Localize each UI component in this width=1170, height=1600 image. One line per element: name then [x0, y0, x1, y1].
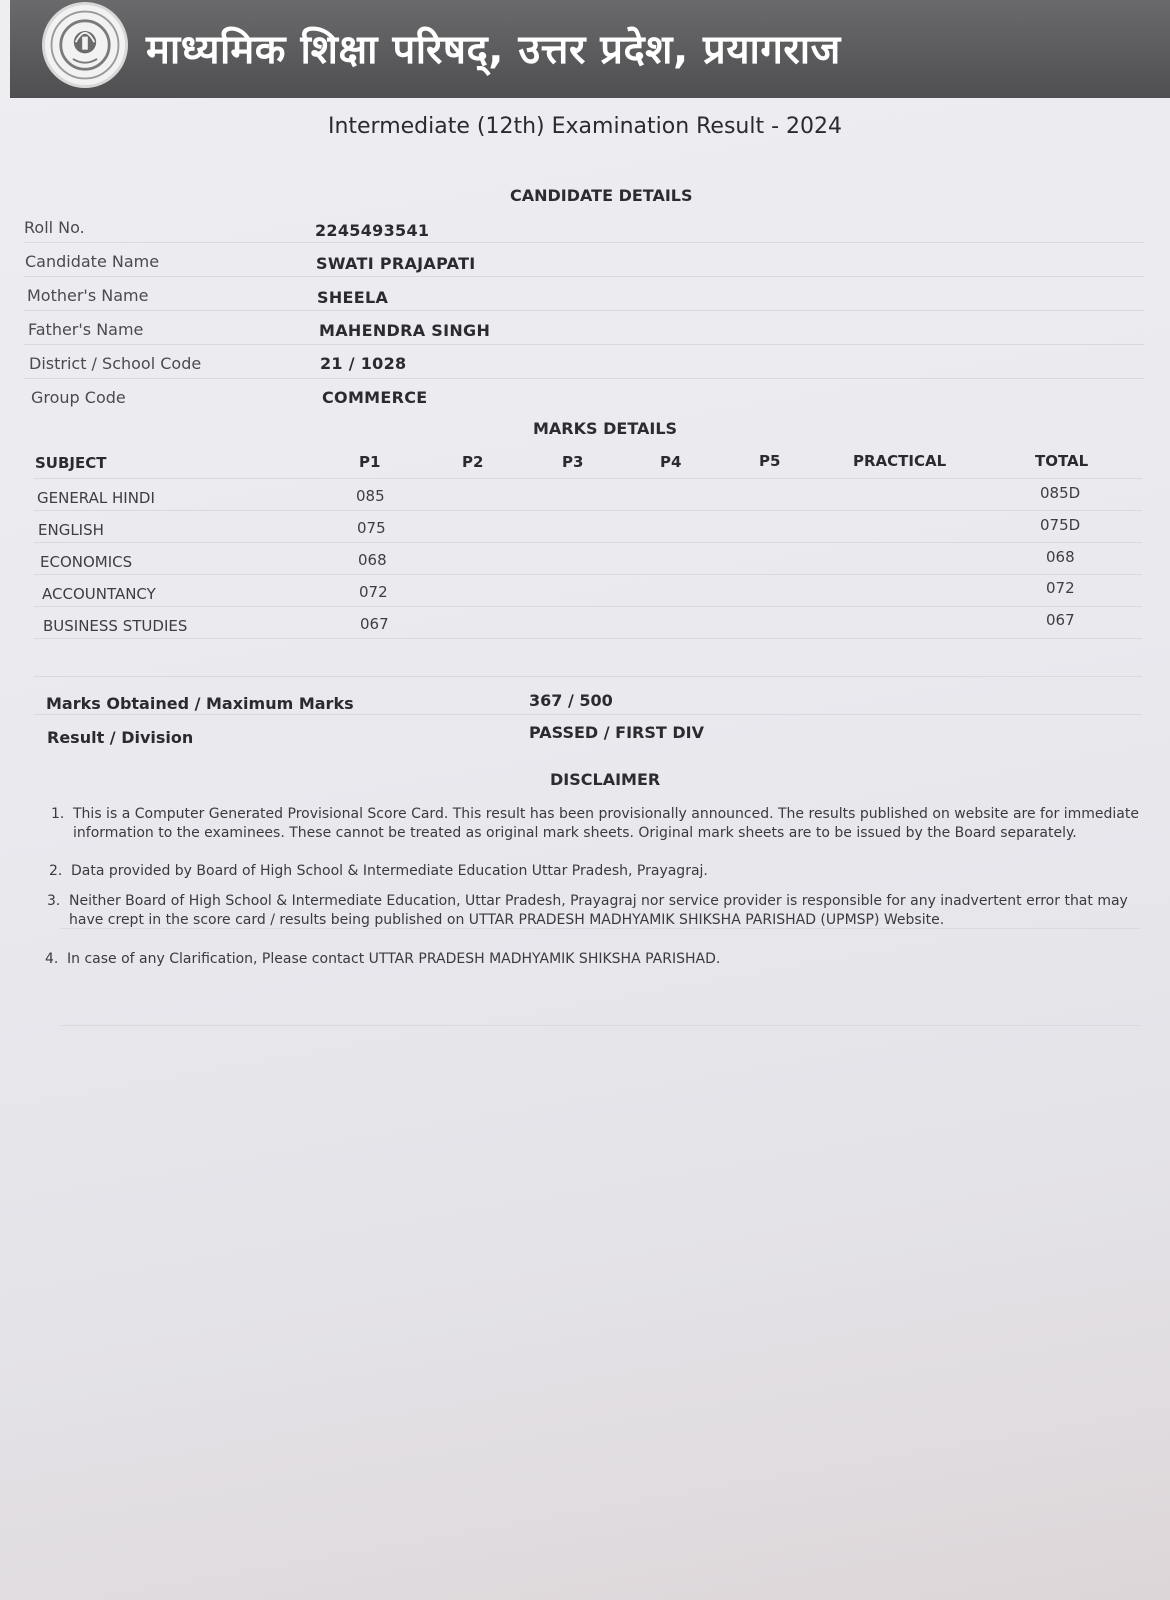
row-divider — [24, 242, 1144, 243]
roll-no-value: 2245493541 — [315, 221, 430, 240]
district-school-code-value: 21 / 1028 — [320, 354, 407, 373]
candidate-details-heading: CANDIDATE DETAILS — [510, 186, 693, 205]
total-mark: 072 — [1046, 579, 1075, 597]
father-name-value: MAHENDRA SINGH — [319, 321, 491, 340]
row-divider — [24, 344, 1144, 345]
row-divider — [34, 606, 1142, 607]
roll-no-label: Roll No. — [24, 218, 85, 237]
row-divider — [34, 478, 1142, 479]
row-divider — [24, 310, 1144, 311]
board-title: माध्यमिक शिक्षा परिषद्, उत्तर प्रदेश, प्रयागराज — [146, 27, 841, 73]
disclaimer-text: Neither Board of High School & Intermediate Education, Uttar Pradesh, Prayagraj nor service provider is responsible for any inadvertent error that may have crept in the score card / results being published on UTTAR PRADESH MADHYAMIK SHIKSHA PARISHAD (UPMSP) Website. — [69, 893, 1128, 928]
row-divider — [34, 574, 1142, 575]
disclaimer-text: Data provided by Board of High School & Intermediate Education Uttar Pradesh, Prayagraj. — [71, 863, 708, 879]
subject-name: ENGLISH — [38, 521, 104, 539]
father-name-label: Father's Name — [28, 320, 144, 339]
p1-mark: 075 — [357, 519, 386, 537]
disclaimer-text: In case of any Clarification, Please contact UTTAR PRADESH MADHYAMIK SHIKSHA PARISHAD. — [67, 951, 721, 967]
total-mark: 075D — [1040, 516, 1081, 534]
row-divider — [60, 1025, 1140, 1026]
row-divider — [34, 676, 1142, 677]
disclaimer-heading: DISCLAIMER — [550, 770, 661, 789]
col-header-total: TOTAL — [1035, 452, 1089, 470]
row-divider — [24, 276, 1144, 277]
district-school-code-label: District / School Code — [29, 354, 202, 373]
total-mark: 068 — [1046, 548, 1075, 566]
marks-obtained-value: 367 / 500 — [529, 691, 613, 710]
disclaimer-item — [51, 805, 1141, 843]
p1-mark: 067 — [360, 615, 389, 633]
row-divider — [60, 928, 1140, 929]
col-header-p2: P2 — [462, 453, 484, 471]
disclaimer-number: 2. — [49, 863, 63, 879]
p1-mark: 068 — [358, 551, 387, 569]
marks-details-heading: MARKS DETAILS — [533, 419, 678, 438]
disclaimer-number: 4. — [45, 951, 59, 967]
candidate-name-value: SWATI PRAJAPATI — [316, 254, 476, 273]
mother-name-value: SHEELA — [317, 288, 389, 307]
total-mark: 067 — [1046, 611, 1075, 629]
subject-name: GENERAL HINDI — [37, 489, 155, 507]
result-division-value: PASSED / FIRST DIV — [529, 723, 704, 742]
disclaimer-text: This is a Computer Generated Provisional Score Card. This result has been provisionally announced. The results published on website are for immediate information to the examinees. These cannot be treated as original mark sheets. Original mark sheets are to be issued by the Board separately. — [73, 806, 1139, 841]
row-divider — [24, 378, 1144, 379]
total-mark: 085D — [1040, 484, 1081, 502]
exam-title: Intermediate (12th) Examination Result - 2024 — [327, 114, 843, 139]
p1-mark: 072 — [359, 583, 388, 601]
col-header-p1: P1 — [359, 453, 381, 471]
col-header-practical: PRACTICAL — [853, 452, 947, 470]
disclaimer-item — [47, 892, 1141, 930]
subject-name: BUSINESS STUDIES — [43, 617, 188, 635]
disclaimer-number: 1. — [51, 806, 65, 822]
row-divider — [34, 510, 1142, 511]
disclaimer-number: 3. — [47, 893, 61, 909]
disclaimer-item — [45, 950, 1139, 969]
row-divider — [34, 714, 1142, 715]
col-header-p3: P3 — [562, 453, 584, 471]
disclaimer-item — [49, 862, 1139, 881]
candidate-name-label: Candidate Name — [25, 252, 160, 271]
marks-obtained-label: Marks Obtained / Maximum Marks — [46, 694, 354, 713]
mother-name-label: Mother's Name — [27, 286, 149, 305]
row-divider — [34, 542, 1142, 543]
col-header-subject: SUBJECT — [35, 454, 107, 472]
col-header-p5: P5 — [759, 452, 781, 470]
subject-name: ECONOMICS — [40, 553, 133, 571]
row-divider — [34, 638, 1142, 639]
group-code-value: COMMERCE — [322, 388, 428, 407]
col-header-p4: P4 — [660, 453, 682, 471]
p1-mark: 085 — [356, 487, 385, 505]
result-division-label: Result / Division — [47, 728, 194, 747]
upmsp-emblem-logo — [42, 2, 128, 88]
group-code-label: Group Code — [31, 388, 126, 407]
subject-name: ACCOUNTANCY — [42, 585, 156, 603]
